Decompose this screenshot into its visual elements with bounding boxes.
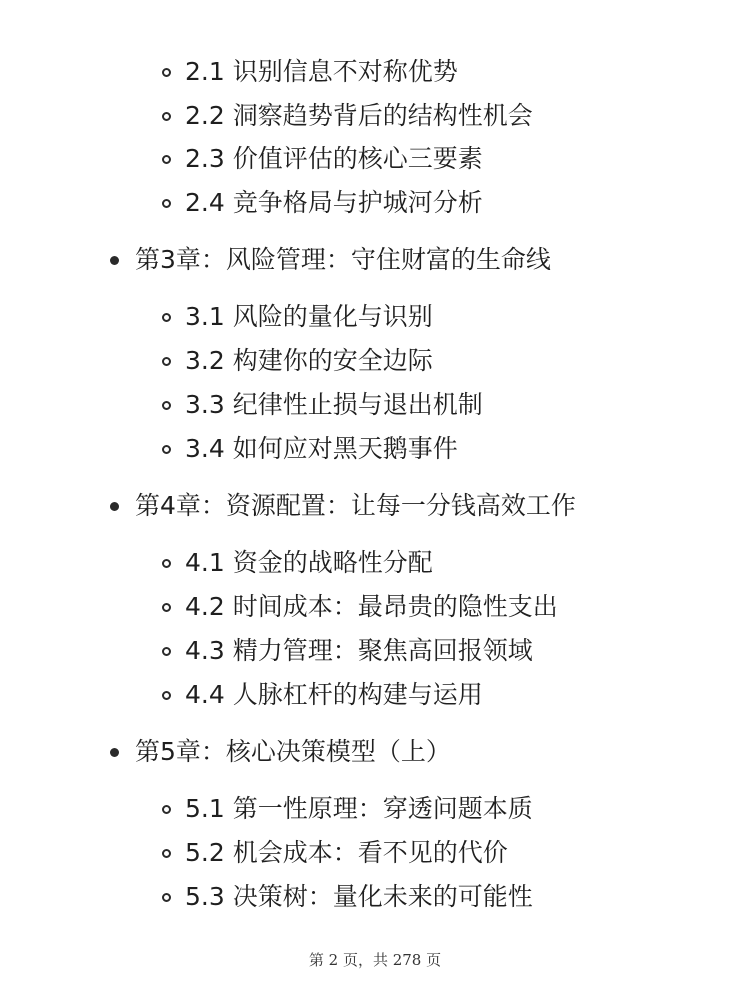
section-title: 4.3 精力管理：聚焦高回报领域 bbox=[185, 636, 533, 665]
section-title: 4.2 时间成本：最昂贵的隐性支出 bbox=[185, 592, 558, 621]
solid-bullet-icon bbox=[110, 748, 119, 757]
section-title: 3.2 构建你的安全边际 bbox=[185, 346, 433, 375]
section-4-1 bbox=[162, 546, 433, 580]
section-title: 3.1 风险的量化与识别 bbox=[185, 302, 433, 331]
section-3-1 bbox=[162, 300, 433, 334]
hollow-bullet-icon bbox=[162, 199, 171, 208]
section-3-4 bbox=[162, 432, 458, 466]
hollow-bullet-icon bbox=[162, 401, 171, 410]
section-title: 2.2 洞察趋势背后的结构性机会 bbox=[185, 101, 533, 130]
section-title: 3.3 纪律性止损与退出机制 bbox=[185, 390, 483, 419]
section-title: 5.1 第一性原理：穿透问题本质 bbox=[185, 794, 533, 823]
section-4-2 bbox=[162, 590, 558, 624]
section-2-1 bbox=[162, 55, 458, 89]
hollow-bullet-icon bbox=[162, 313, 171, 322]
hollow-bullet-icon bbox=[162, 68, 171, 77]
section-5-1 bbox=[162, 792, 533, 826]
section-title: 2.1 识别信息不对称优势 bbox=[185, 57, 458, 86]
section-title: 5.3 决策树：量化未来的可能性 bbox=[185, 882, 533, 911]
section-3-2 bbox=[162, 344, 433, 378]
hollow-bullet-icon bbox=[162, 357, 171, 366]
chapter-title: 第4章：资源配置：让每一分钱高效工作 bbox=[135, 491, 576, 520]
hollow-bullet-icon bbox=[162, 805, 171, 814]
chapter-4 bbox=[110, 489, 576, 523]
section-title: 4.1 资金的战略性分配 bbox=[185, 548, 433, 577]
page-number: 第 2 页，共 278 页 bbox=[308, 951, 442, 969]
solid-bullet-icon bbox=[110, 256, 119, 265]
chapter-title: 第5章：核心决策模型（上） bbox=[135, 737, 451, 766]
section-title: 2.3 价值评估的核心三要素 bbox=[185, 144, 483, 173]
hollow-bullet-icon bbox=[162, 849, 171, 858]
hollow-bullet-icon bbox=[162, 155, 171, 164]
hollow-bullet-icon bbox=[162, 112, 171, 121]
section-2-3 bbox=[162, 142, 483, 176]
hollow-bullet-icon bbox=[162, 647, 171, 656]
section-4-4 bbox=[162, 678, 483, 712]
section-3-3 bbox=[162, 388, 483, 422]
hollow-bullet-icon bbox=[162, 691, 171, 700]
section-4-3 bbox=[162, 634, 533, 668]
hollow-bullet-icon bbox=[162, 445, 171, 454]
section-5-2 bbox=[162, 836, 508, 870]
section-title: 3.4 如何应对黑天鹅事件 bbox=[185, 434, 458, 463]
section-title: 5.2 机会成本：看不见的代价 bbox=[185, 838, 508, 867]
hollow-bullet-icon bbox=[162, 893, 171, 902]
hollow-bullet-icon bbox=[162, 603, 171, 612]
section-2-2 bbox=[162, 99, 533, 133]
section-5-3 bbox=[162, 880, 533, 914]
hollow-bullet-icon bbox=[162, 559, 171, 568]
solid-bullet-icon bbox=[110, 502, 119, 511]
chapter-title: 第3章：风险管理：守住财富的生命线 bbox=[135, 245, 551, 274]
section-2-4 bbox=[162, 186, 483, 220]
chapter-3 bbox=[110, 243, 551, 277]
section-title: 2.4 竞争格局与护城河分析 bbox=[185, 188, 483, 217]
chapter-5 bbox=[110, 735, 451, 769]
section-title: 4.4 人脉杠杆的构建与运用 bbox=[185, 680, 483, 709]
